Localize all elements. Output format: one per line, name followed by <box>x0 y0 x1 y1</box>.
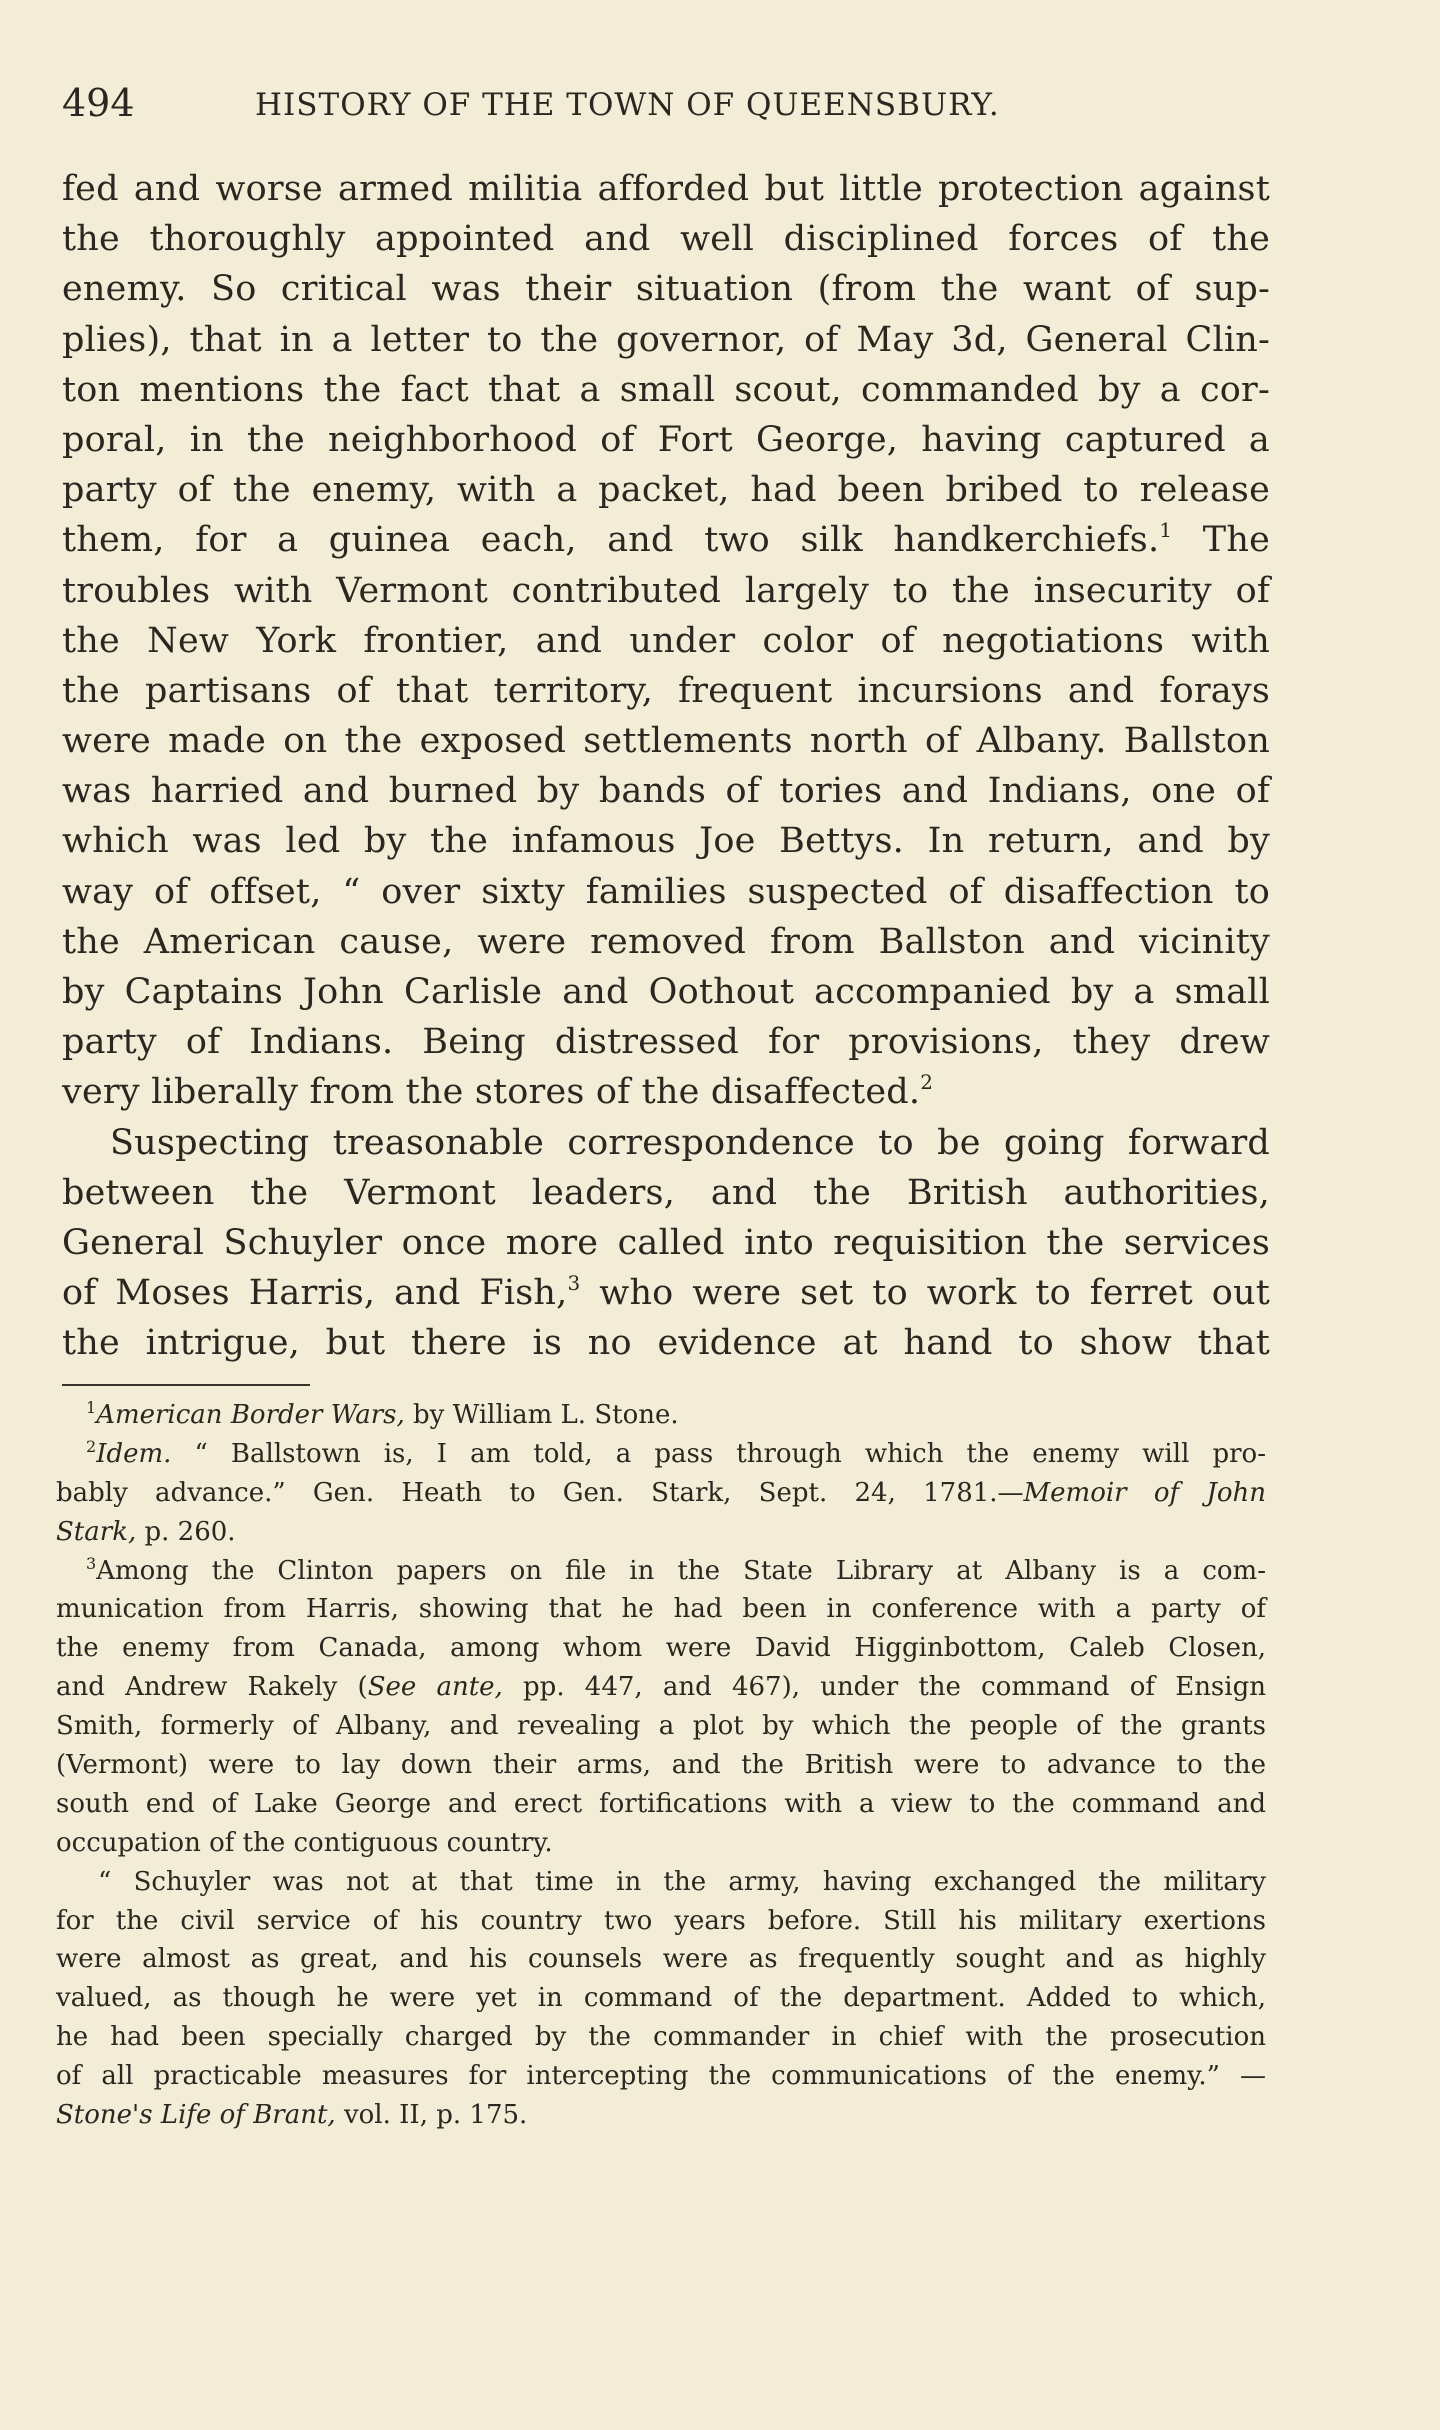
footnote-title: Stark, <box>56 1516 137 1547</box>
body-line <box>62 515 1270 565</box>
footnote-quote-line <box>56 2096 1266 2135</box>
footnote-line <box>56 1668 1266 1707</box>
body-line: party of Indians. Being distressed for provisions, they drew <box>62 1022 1270 1063</box>
body-line: troubles with Vermont contributed largely to the insecurity of <box>62 570 1270 611</box>
page-number: 494 <box>62 81 135 125</box>
body-line: between the Vermont leaders, and the British authorities, <box>62 1172 1270 1213</box>
body-line: were made on the exposed settlements north of Albany. Ballston <box>62 721 1270 762</box>
body-line: the intrigue, but there is no evidence at hand to show that <box>62 1323 1270 1364</box>
footnote-divider <box>62 1384 310 1386</box>
footnote-quote-line: he had been specially charged by the commander in chief with the prosecution <box>56 2022 1266 2053</box>
body-line: fed and worse armed militia afforded but little protection against <box>62 169 1270 209</box>
body-line: poral, in the neighborhood of Fort George, having captured a <box>62 419 1270 460</box>
body-line: by Captains John Carlisle and Oothout accompanied by a small <box>62 972 1270 1012</box>
footnote-text: bably advance.” Gen. Heath to Gen. Stark, Sept. 24, 1781.— <box>56 1477 1024 1508</box>
footnote-text: by William L. Stone. <box>404 1400 679 1430</box>
body-line: the New York frontier, and under color of negotiations with <box>62 620 1270 661</box>
footnote-quote-line: of all practicable measures for intercepting the communications of the enemy.” — <box>56 2061 1266 2092</box>
footnote-quote-line: were almost as great, and his counsels were as frequently sought and as highly <box>56 1944 1266 1975</box>
footnote-line: occupation of the contiguous country. <box>56 1827 553 1858</box>
footnote-title: Idem. <box>96 1438 172 1469</box>
footnote-text: “ Ballstown is, I am told, a pass through which the enemy will pro- <box>171 1438 1266 1469</box>
footnote-1 <box>56 1396 1266 1435</box>
body-text <box>62 164 1270 1369</box>
footnote-quote-line: “ Schuyler was not at that time in the army, having exchanged the military <box>98 1866 1266 1897</box>
body-line: which was led by the infamous Joe Bettys. In return, and by <box>62 821 1270 862</box>
body-line <box>62 1268 1270 1318</box>
body-line: plies), that in a letter to the governor, of May 3d, General Clin- <box>62 319 1270 360</box>
body-line-text: The <box>1172 520 1270 561</box>
footnote-line <box>56 1513 1266 1552</box>
body-line-text: who were set to work to ferret out <box>580 1273 1270 1314</box>
body-line <box>62 1067 1270 1117</box>
footnote-quote-line: for the civil service of his country two years before. Still his military exertions <box>56 1905 1266 1936</box>
footnote-line: south end of Lake George and erect fortifications with a view to the command and <box>56 1788 1266 1819</box>
body-line: way of offset, “ over sixty families suspected of disaffection to <box>62 871 1270 912</box>
footnote-mark: 2 <box>86 1436 97 1456</box>
footnote-text: p. 260. <box>136 1516 236 1547</box>
footnote-3 <box>56 1552 1266 1591</box>
footnote-ref-1[interactable]: 1 <box>1159 518 1173 543</box>
footnote-quote-line: valued, as though he were yet in command of the department. Added to which, <box>56 1983 1266 2014</box>
body-line: Suspecting treasonable correspondence to be going forward <box>110 1122 1270 1163</box>
body-line-text: of Moses Harris, and Fish, <box>62 1273 568 1314</box>
footnote-title: American Border Wars, <box>96 1400 405 1430</box>
body-line-text: them, for a guinea each, and two silk handkerchiefs. <box>62 520 1160 561</box>
footnote-line: munication from Harris, showing that he had been in conference with a party of <box>56 1594 1266 1625</box>
body-line: the American cause, were removed from Ballston and vicinity <box>62 921 1270 962</box>
footnotes <box>56 1396 1266 2135</box>
footnote-text: Among the Clinton papers on file in the State Library at Albany is a com- <box>96 1555 1266 1586</box>
body-line: was harried and burned by bands of tories and Indians, one of <box>62 771 1270 812</box>
footnote-line <box>56 1474 1266 1513</box>
footnote-2 <box>56 1435 1266 1474</box>
body-line: the thoroughly appointed and well disciplined forces of the <box>62 219 1270 260</box>
footnote-ref-2[interactable]: 2 <box>920 1070 934 1095</box>
body-line: the partisans of that territory, frequent incursions and forays <box>62 670 1270 711</box>
footnote-mark: 3 <box>86 1553 97 1573</box>
body-line-text: very liberally from the stores of the disaffected. <box>62 1072 921 1113</box>
body-line: party of the enemy, with a packet, had been bribed to release <box>62 470 1270 511</box>
footnote-text: pp. 447, and 467), under the command of Ensign <box>502 1672 1266 1703</box>
footnote-line: the enemy from Canada, among whom were David Higginbottom, Caleb Closen, <box>56 1633 1266 1664</box>
footnote-text: vol. II, p. 175. <box>335 2100 528 2131</box>
body-line: General Schuyler once more called into requisition the services <box>62 1222 1270 1263</box>
body-line: enemy. So critical was their situation (from the want of sup- <box>62 269 1270 310</box>
footnote-line: (Vermont) were to lay down their arms, and the British were to advance to the <box>56 1750 1266 1781</box>
footnote-ref-3[interactable]: 3 <box>567 1271 581 1296</box>
footnote-line: Smith, formerly of Albany, and revealing a plot by which the people of the grants <box>56 1711 1266 1742</box>
footnote-mark: 1 <box>86 1398 97 1417</box>
footnote-title: Stone's Life of Brant, <box>56 2100 336 2131</box>
page-header <box>62 78 1262 128</box>
body-line: ton mentions the fact that a small scout, commanded by a cor- <box>62 369 1270 410</box>
footnote-text: and Andrew Rakely ( <box>56 1672 368 1703</box>
running-head: HISTORY OF THE TOWN OF QUEENSBURY. <box>255 87 1000 123</box>
footnote-title: Memoir of John <box>1023 1477 1266 1508</box>
footnote-see-ante: See ante, <box>367 1672 503 1703</box>
